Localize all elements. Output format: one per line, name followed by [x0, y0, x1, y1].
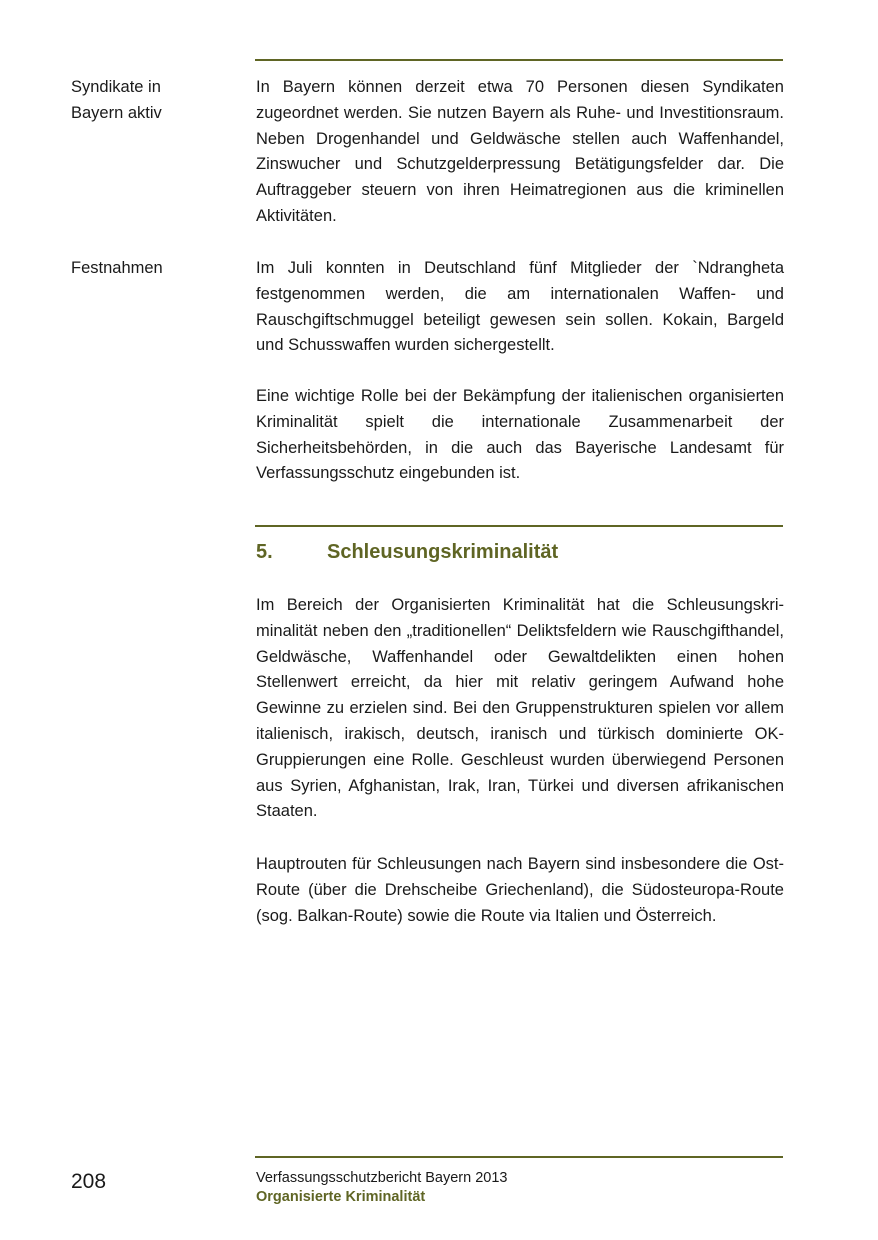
footer-publication-title: Verfassungsschutzbericht Bayern 2013 — [256, 1170, 508, 1186]
section-number: 5. — [256, 541, 273, 563]
paragraph-festnahmen: Im Juli konnten in Deutschland fünf Mitglieder der `Ndrangheta festgenommen werden, die am internationalen Waffen- und Rauschgiftschmuggel beteiligt gewesen sein sollen. Kokain, Bargeld und Schusswaffen wurden sichergestellt. — [256, 259, 784, 355]
paragraph-zusammenarbeit: Eine wichtige Rolle bei der Bekämpfung der italienischen organisierten Kriminalität spielt die internationale Zusammenarbeit der Sicherheitsbehörden, in die auch das Bayerische Landesamt für Verfassungsschutz eingebunden ist. — [256, 387, 784, 483]
section-rule — [255, 525, 783, 527]
section-title: Schleusungskriminalität — [327, 541, 559, 563]
paragraph-schleusung: Im Bereich der Organisierten Kriminalität hat die Schleusungskriminalität neben den „traditionellen“ Deliktsfeldern wie Rauschgifthandel, Geldwäsche, Waffenhandel oder Gewaltdelikten einen hohen Stellenwert erreicht, da hier mit relativ geringem Aufwand hohe Gewinne zu erzielen sind. Bei den Gruppenstrukturen spielen vor allem italienisch, irakisch, deutsch, iranisch und türkisch dominierte OK-Gruppierungen eine Rolle. Geschleust wurden überwiegend Personen aus Syrien, Afghanistan, Irak, Iran, Türkei und diversen afrikanischen Staaten. — [256, 596, 784, 821]
page-number: 208 — [71, 1170, 107, 1193]
sidenote-festnahmen: Festnahmen — [71, 259, 163, 277]
footer-chapter-title: Organisierte Kriminalität — [256, 1189, 426, 1205]
sidenote-syndikate: Syndikate in Bayern aktiv — [71, 78, 162, 122]
footer-rule — [255, 1156, 783, 1158]
section-heading — [256, 537, 784, 567]
paragraph-syndikate: In Bayern können derzeit etwa 70 Personen diesen Syndikaten zugeordnet werden. Sie nutzen Bayern als Ruhe- und Investitionsraum. Neben Drogenhandel und Geldwäsche stellen auch Waffenhandel, Zinswucher und Schutzgelderpressung Betätigungsfelder dar. Die Auftraggeber steuern von ihren Heimatregionen aus die kriminellen Aktivitäten. — [256, 78, 784, 225]
paragraph-hauptrouten: Hauptrouten für Schleusungen nach Bayern sind insbesondere die Ost-Route (über die Drehscheibe Griechenland), die Südosteuropa-Route (sog. Balkan-Route) sowie die Route via Italien und Österreich. — [256, 855, 784, 925]
top-rule — [255, 59, 783, 61]
